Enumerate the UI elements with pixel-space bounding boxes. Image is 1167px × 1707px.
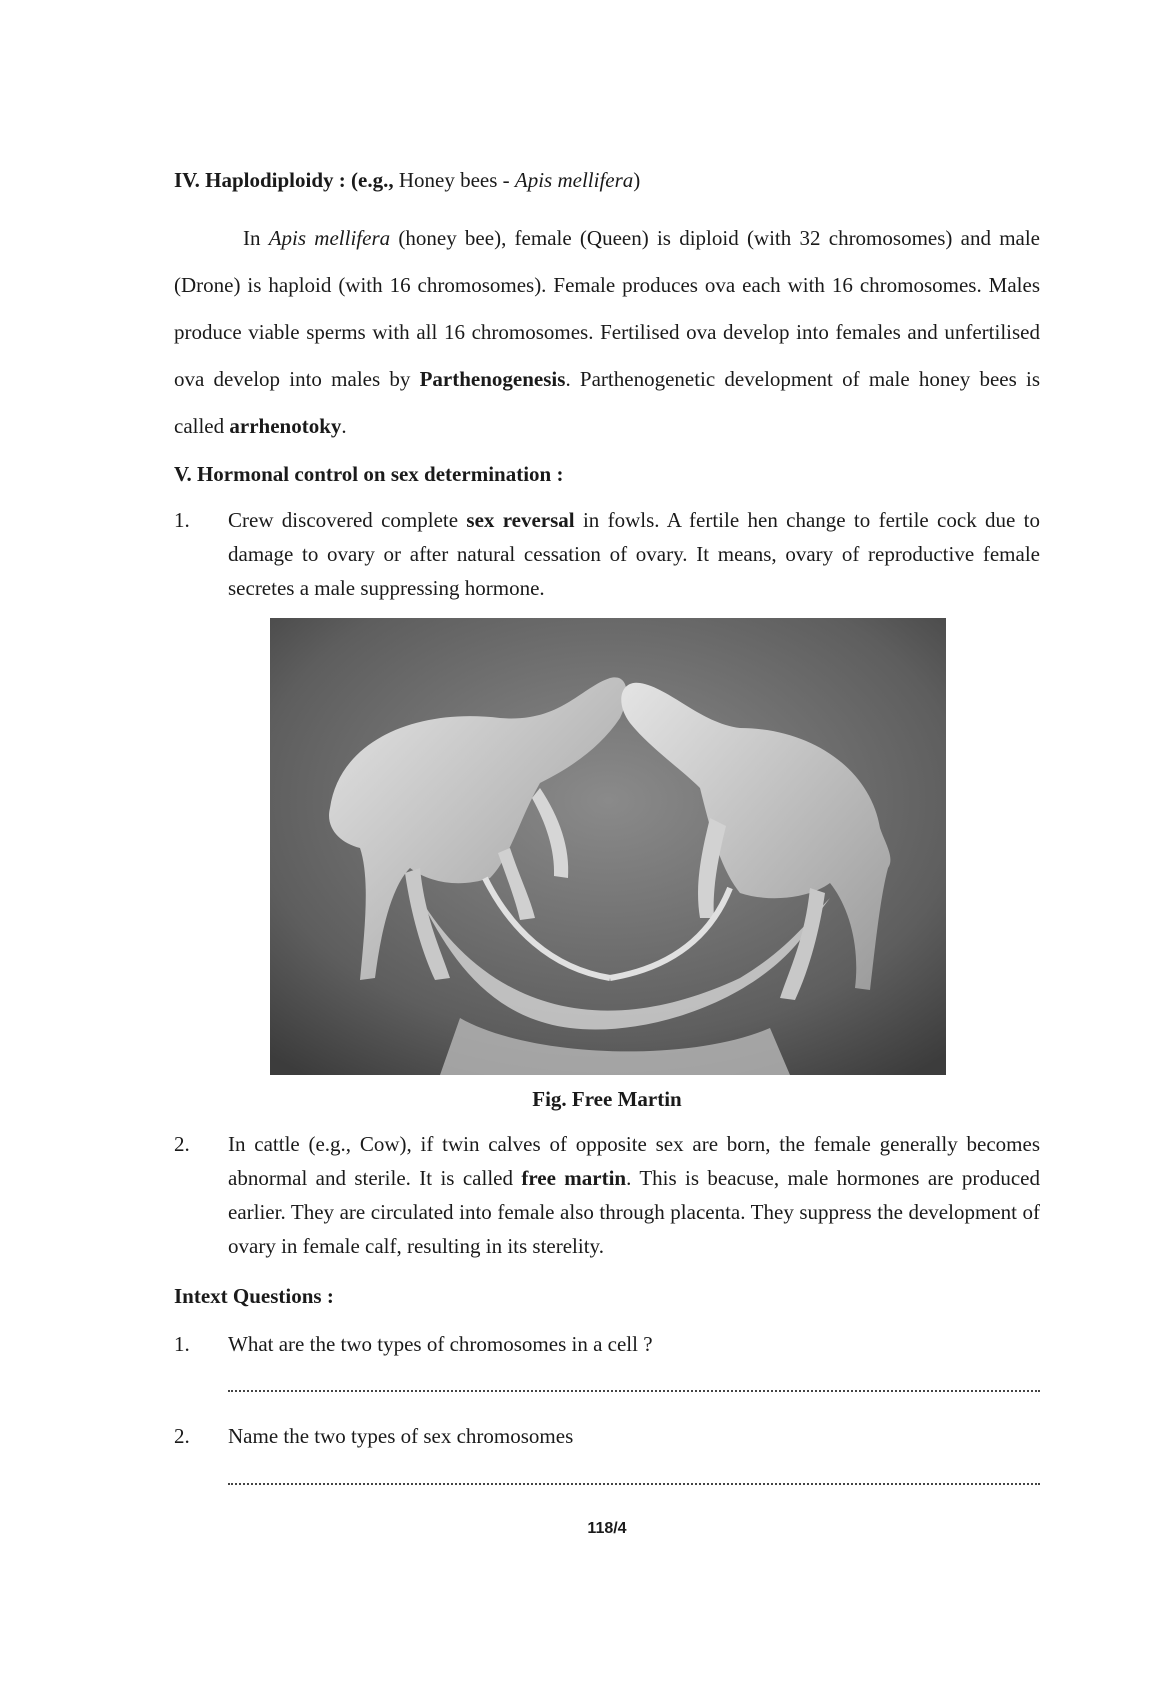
question-number: 2. [174, 1424, 190, 1448]
list-item-free-martin [174, 1127, 1040, 1263]
free-martin-photo [270, 618, 946, 1075]
list-number: 1. [174, 508, 190, 532]
question-number: 1. [174, 1332, 190, 1356]
page-number: 118/4 [587, 1520, 627, 1537]
intext-questions-heading: Intext Questions : [174, 1284, 334, 1308]
section-heading-hormonal-control: V. Hormonal control on sex determination : [174, 462, 564, 486]
question-1 [174, 1327, 1040, 1361]
answer-line-1 [228, 1388, 1040, 1392]
list-item-text: In cattle (e.g., Cow), if twin calves of opposite sex are born, the female generally becomes abnormal and sterile. It is called free martin. This is beacuse, male hormones are produced earlier. They are circulated into female also through placenta. They suppress the development of ovary in female calf, resulting in its sterelity. [228, 1132, 1040, 1258]
figure-caption: Fig. Free Martin [532, 1087, 682, 1111]
list-item-sex-reversal [174, 503, 1040, 605]
term-sex-reversal: sex reversal [466, 508, 575, 532]
list-number: 2. [174, 1132, 190, 1156]
list-item-text: Crew discovered complete sex reversal in fowls. A fertile hen change to fertile cock due to damage to ovary or after natural cessation of ovary. It means, ovary of reproductive female secretes a male suppressing hormone. [228, 508, 1041, 600]
term-arrhenotoky: arrhenotoky [229, 414, 342, 438]
term-parthenogenesis: Parthenogenesis [419, 367, 566, 391]
calves-illustration [270, 618, 946, 1075]
haplodiploidy-paragraph: In Apis mellifera (honey bee), female (Queen) is diploid (with 32 chromosomes) and male (Drone) is haploid (with 16 chromosomes). Female produces ova each with 16 chromosomes. Males produce viable sperms with all 16 chromosomes. Fertilised ova develop into females and unfertilised ova develop into males by Parthenogenesis. Parthenogenetic development of male honey bees is called arrhenotoky. [174, 226, 1040, 438]
question-text: Name the two types of sex chromosomes [228, 1424, 574, 1448]
term-free-martin: free martin [521, 1166, 627, 1190]
answer-line-2 [228, 1481, 1040, 1485]
question-text: What are the two types of chromosomes in a cell ? [228, 1332, 653, 1356]
question-2 [174, 1419, 1040, 1453]
section-heading-haplodiploidy: IV. Haplodiploidy : (e.g., Honey bees - Apis mellifera) [174, 168, 641, 192]
